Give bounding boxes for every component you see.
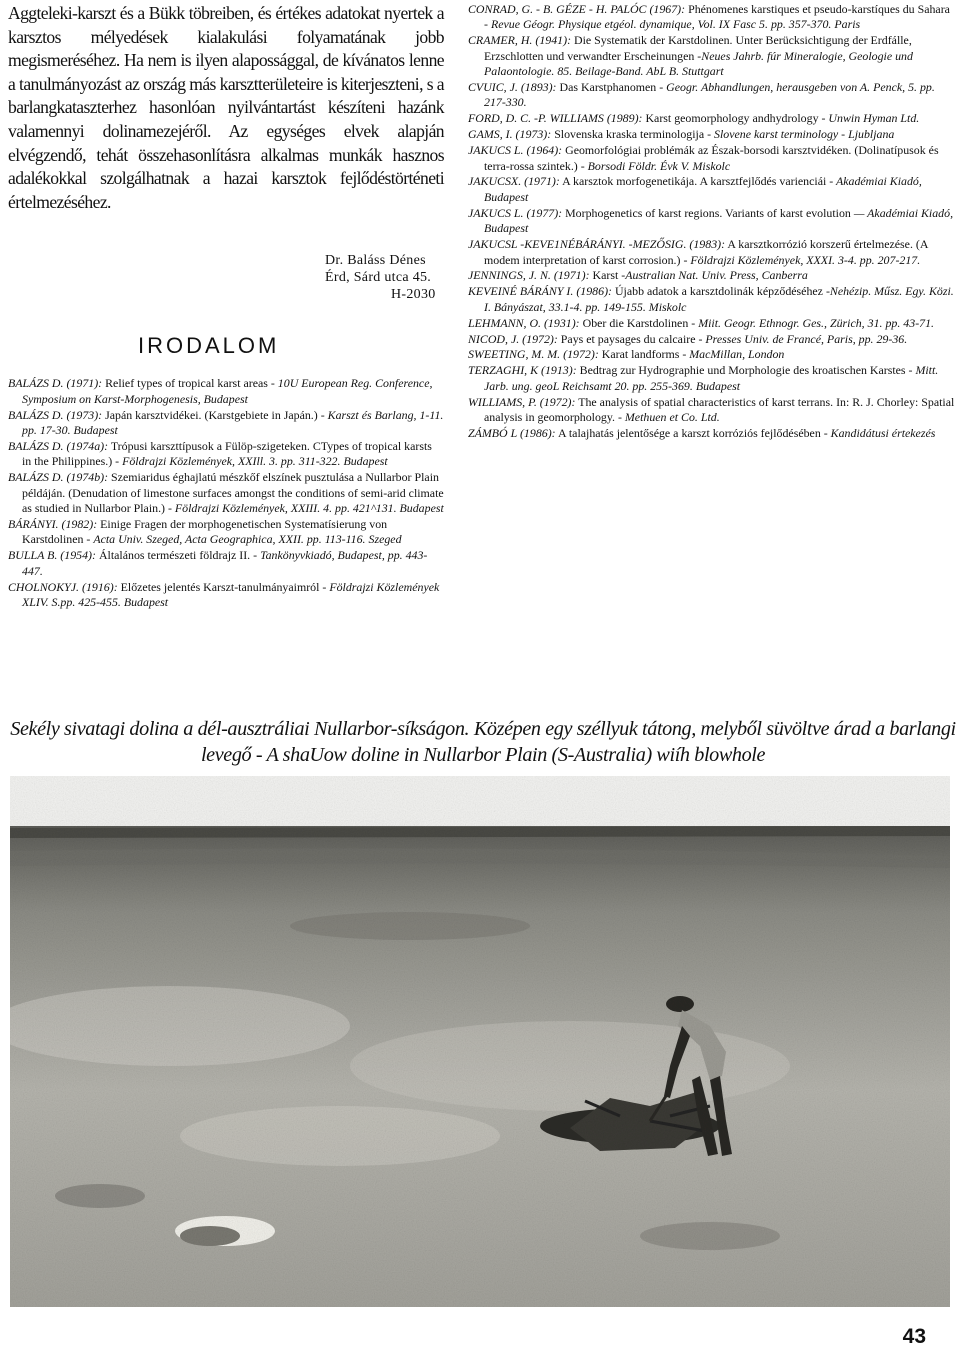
reference-author: ZÁMBÓ L (1986): [468, 425, 556, 440]
reference-title: Újabb adatok a karsztdolinák képződéséhez [611, 284, 826, 299]
reference-author: JAKUCS L. (1977): [468, 205, 563, 220]
reference-entry [8, 548, 444, 579]
reference-journal: 10U European Reg. Conference, Symposium on Karst-Morphogenesis, Budapest [22, 376, 433, 406]
reference-entry [468, 237, 956, 268]
reference-title: Előzetes jelentés Karszt-tanulmányaimról - [117, 579, 330, 594]
reference-title: Karst geomorphology andhydrology [642, 111, 822, 126]
right-column [468, 2, 956, 442]
reference-entry [468, 80, 956, 111]
reference-journal: Mitt. Jarb. ung. geoL Reichsamt 20. pp. 255-369. Budapest [484, 363, 939, 393]
reference-author: WILLIAMS, P. (1972): [468, 394, 576, 409]
reference-journal: MacMillan, London [689, 347, 785, 362]
left-column [8, 2, 444, 611]
reference-author: JAKUCSL -KEVE1NÉBÁRÁNYI. -MEZŐSIG. (1983): [468, 237, 726, 252]
reference-author: NICOD, J. (1972): [468, 331, 558, 346]
reference-author: CHOLNOKYJ. (1916): [8, 579, 118, 594]
reference-title: Japán karsztvidékei. (Karstgebiete in Japán.) - [102, 407, 328, 422]
reference-journal: Slovene karst terminology - Ljubljana [714, 127, 895, 142]
reference-author: CRAMER, H. (1941): [468, 33, 572, 48]
reference-title: Die Systematik der Karstdolinen. Unter Berücksichtigung der Erdfálle, Erzschlotten und verwandter Erscheinungen - [484, 33, 912, 63]
reference-entry [8, 439, 444, 470]
reference-journal: Földrajzi Közlemények, XXXI. 3-4. pp. 207-217. [690, 252, 921, 267]
author-zip: H-2030 [391, 287, 436, 303]
reference-journal: - Akadémiai Kiadó, Budapest [484, 174, 922, 204]
page-number: 43 [902, 1325, 926, 1348]
reference-journal: Methuen et Co. Ltd. [624, 410, 720, 425]
reference-author: CONRAD, G. - B. GÉZE - H. PALÓC (1967): [468, 2, 686, 16]
photo-caption: Sekély sivatagi dolina a dél-ausztráliai Nullarbor-síkságon. Középen egy széllyuk tátong, melyből süvöltve árad a barlangi levegő - A shaUow doline in Nullarbor Plain (S-Australia) wiíh blowhole [10, 718, 956, 766]
reference-author: JAKUCS L. (1964): [468, 143, 563, 158]
intro-paragraph: Aggteleki-karszt és a Bükk töbreiben, és értékes adatokat nyertek a karsztos mélyedések kialakulási folyamatának jobb megismeréséhez. Ha nem is ilyen alapossággal, de kívánatos lenne a tanulmányozást az ország más karsztterületeire is kiterjeszteni, s a barlangkataszterhez hasonlóan nyilvántartást készíteni hazánk valamennyi dolinamezejéről. Az egységes elvek alapján elvégzendő, tehát összehasonlításra alkalmas munkák hasznos adalékokkal szolgálhatnak a hazai karsztok fejlődéstörténeti értelmezéséhez. [8, 3, 444, 212]
reference-author: LEHMANN, O. (1931): [468, 315, 580, 330]
reference-journal: Földrajzi Közlemények, XXIll. 3. pp. 311-322. Budapest [122, 454, 388, 469]
reference-entry [468, 2, 956, 33]
references-heading: IRODALOM [138, 333, 280, 359]
reference-journal: Borsodi Földr. Évk V. Miskolc [587, 158, 731, 173]
reference-journal: Földrajzi Közlemények, XXIII. 4. pp. 421^131. Budapest [174, 501, 444, 516]
reference-title: Általános természeti földrajz II. - [95, 548, 261, 563]
reference-entry [468, 316, 956, 331]
reference-journal: Presses Univ. de Francé, Paris, pp. 29-36. [705, 331, 908, 346]
desert-doline-photo [10, 776, 950, 1307]
reference-author: FORD, D. C. -P. WILLIAMS (1989): [468, 111, 643, 126]
reference-title: Karat landforms - [598, 347, 690, 362]
reference-author: SWEETING, M. M. (1972): [468, 347, 599, 362]
reference-title: Einige Fragen der morphogenetischen Systematísierung von Karstdolinen - [22, 517, 388, 547]
reference-author: BÁRÁNYI. (1982): [8, 517, 98, 531]
reference-entry [468, 111, 956, 126]
reference-title: Phénomenes karstiques et pseudo-karstíques du Sahara - [484, 2, 950, 32]
reference-entry [468, 127, 956, 142]
reference-entry [468, 206, 956, 237]
reference-author: CVUIC, J. (1893): [468, 80, 557, 95]
reference-journal: Tankönyvkiadó, Budapest, pp. 443-447. [22, 548, 428, 578]
reference-author: BALÁZS D. (1971): [8, 376, 103, 391]
reference-entry [468, 395, 956, 426]
reference-entry [468, 33, 956, 79]
reference-entry [468, 332, 956, 347]
reference-author: BULLA B. (1954): [8, 548, 96, 563]
reference-author: JAKUCSX. (1971): [468, 174, 560, 189]
reference-title: The analysis of spatial characteristics of karst terrans. In: R. J. Chorley: Spatial analysis in geomorphology. - [484, 394, 955, 425]
reference-journal: Karszt és Barlang, 1-11. pp. 17-30. Budapest [22, 407, 444, 438]
reference-author: JENNINGS, J. N. (1971): [468, 268, 590, 283]
author-address: Érd, Sárd utca 45. [325, 270, 432, 286]
reference-entry [8, 580, 444, 611]
reference-entry [468, 363, 956, 394]
reference-journal: -Nehézip. Műsz. Egy. Közi. I. Bányászat, 33.1-4. pp. 149-155. Miskolc [484, 284, 954, 314]
reference-journal: Miit. Geogr. Ethnogr. Ges., Zürich, 31. pp. 43-71. [698, 315, 935, 330]
reference-entry [8, 408, 444, 439]
reference-author: GAMS, I. (1973): [468, 127, 552, 142]
reference-title: Das Karstphanomen - [556, 80, 667, 95]
reference-entry [468, 268, 956, 283]
reference-title: Karst [589, 268, 622, 283]
reference-entry [468, 284, 956, 315]
reference-journal: — Akadémiai Kiadó, Budapest [484, 205, 954, 236]
author-name: Dr. Baláss Dénes [325, 253, 426, 269]
references-list-left [8, 376, 444, 610]
reference-journal: Acta Univ. Szeged, Acta Geographica, XXII. pp. 113-116. Szeged [93, 532, 402, 547]
reference-title: A karsztkorrózió korszerű értelmezése. (A modem interpretation of karst corrosion.) - [484, 237, 928, 267]
reference-title: Trópusi karszttípusok a Fülöp-szigeteken. CTypes of tropical karsts in the Philippines.) - [22, 438, 432, 469]
reference-author: BALÁZS D. (1974a): [8, 438, 109, 453]
reference-title: Slovenska kraska terminologija - [551, 127, 715, 142]
reference-entry [468, 174, 956, 205]
references-list-right [468, 2, 956, 441]
reference-journal: Neues Jahrb. fúr Mineralogie, Geologie und Palaontologie. 85. Beilage-Band. AbL B. Stuttgart [484, 48, 913, 79]
reference-entry [8, 470, 444, 516]
reference-entry [468, 143, 956, 174]
reference-title: Pays et paysages du calcaire - [557, 331, 706, 346]
reference-journal: -Australian Nat. Univ. Press, Canberra [621, 268, 808, 283]
reference-title: Szemiaridus éghajlatú mészkőf elszínek pusztulása a Nullarbor Plain példáján. (Denudation of limestone surfaces amongst the conditions of semi-arid climate as studied in Nullarbor Plain.) - [22, 470, 444, 516]
reference-author: KEVEINÉ BÁRÁNY I. (1986): [468, 284, 612, 299]
reference-journal: Földrajzi Közlemények XLIV. S.pp. 425-455. Budapest [22, 579, 440, 610]
reference-entry [8, 376, 444, 407]
reference-journal: - Unwin Hyman Ltd. [821, 111, 920, 126]
reference-entry [468, 347, 956, 362]
reference-title: Morphogenetics of karst regions. Variants of karst evolution [562, 205, 854, 220]
reference-title: Relief types of tropical karst areas - [102, 376, 278, 391]
reference-entry [8, 517, 444, 548]
reference-journal: Geogr. Abhandlungen, herausgeben von A. Penck, 5. pp. 217-330. [484, 80, 935, 110]
reference-title: Geomorfológiai problémák az Észak-borsodi karsztvidéken. (Dolinatípusok és terra-rossa szintek.) - [484, 143, 939, 173]
reference-author: BALÁZS D. (1973): [8, 407, 103, 422]
author-signature [325, 252, 444, 303]
reference-journal: - Kandidátusi értekezés [823, 425, 936, 440]
reference-author: TERZAGHI, K (1913): [468, 363, 577, 378]
reference-title: Ober die Karstdolinen - [579, 315, 699, 330]
reference-entry [468, 426, 956, 441]
reference-title: A talajhatás jelentősége a karszt korróziós fejlődésében [555, 425, 824, 440]
reference-journal: Revue Géogr. Physique etgéol. dynamique, Vol. IX Fasc 5. pp. 357-370. Paris [490, 17, 861, 32]
reference-title: A karsztok morfogenetikája. A karsztfejlődés varienciái [559, 174, 830, 189]
reference-title: Bedtrag zur Hydrographie und Morphologie des kroatischen Karstes - [576, 363, 916, 378]
reference-author: BALÁZS D. (1974b): [8, 470, 109, 485]
